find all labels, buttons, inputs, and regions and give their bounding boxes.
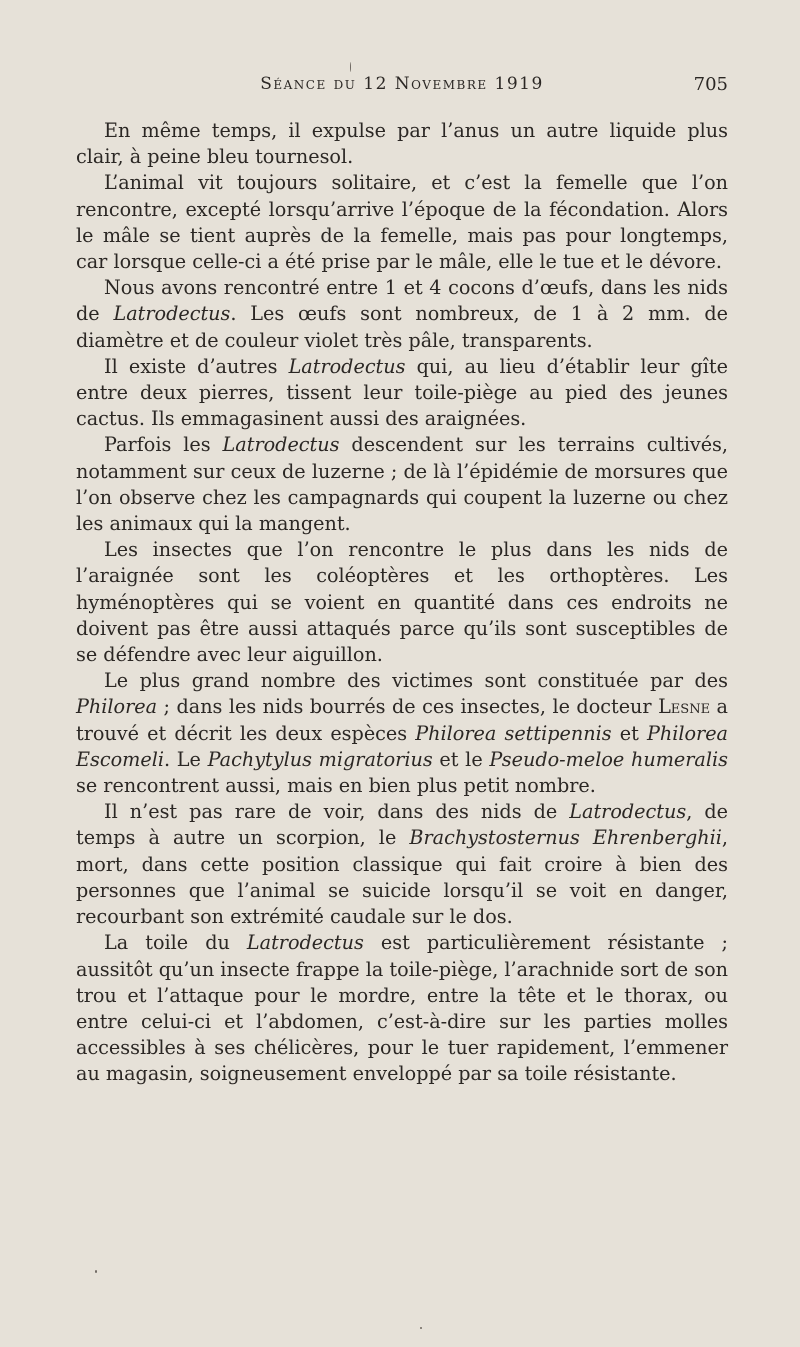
paragraph [76,799,728,930]
text-run: est particulièrement résistante ; aussitôt qu’un insecte frappe la toile-piège, l’arachnide sort de son trou et l’attaque pour le mordre, entre la tête et le thorax, ou entre celui-ci et l’abdomen, c’est-à-dire sur les parties molles accessibles à ses chélicères, pour le tuer rapidement, l’emmener au magasin, soigneusement enveloppé par sa toile résistante. [76,931,728,1086]
italic-term: Latrodectus [569,800,687,824]
text-run: L’animal vit toujours solitaire, et c’est la femelle que l’on rencontre, excepté lorsqu’arrive l’époque de la fécondation. Alors le mâle se tient auprès de la femelle, mais pas pour longtemps, car lorsque celle-ci a été prise par le mâle, elle le tue et le dévore. [76,171,728,274]
paragraph [76,930,728,1087]
text-run: descendent sur les terrains cultivés, notamment sur ceux de luzerne ; de là l’épidémie de morsures que l’on observe chez les campagnards qui coupent la luzerne ou chez les animaux qui la mangent. [76,433,728,536]
header-title: Séance du 12 Novembre 1919 [260,74,544,94]
italic-term: Pseudo-meloe humeralis [489,747,728,771]
paragraph [76,118,728,170]
italic-term: Philorea settipennis [415,721,612,745]
paragraph [76,170,728,275]
text-run: , de temps à autre un scorpion, le [76,800,728,850]
text-run: La toile du [104,931,247,955]
paper-speck [420,1327,422,1329]
text-run: En même temps, il expulse par l’anus un autre liquide plus clair, à peine bleu tournesol. [76,119,728,169]
text-run: Il n’est pas rare de voir, dans des nids de [104,800,570,824]
text-run: Le plus grand nombre des victimes sont constituée par des [104,669,728,693]
italic-term: Pachytylus migratorius [207,747,433,771]
text-run: a trouvé et décrit les deux espèces [76,695,728,745]
page-number: 705 [693,74,728,95]
text-run: . Les œufs sont nombreux, de 1 à 2 mm. de diamètre et de couleur violet très pâle, transparents. [76,302,728,352]
italic-term: Latrodectus [288,354,406,378]
italic-term: Philorea [76,695,158,719]
italic-term: Latrodectus [113,302,231,326]
italic-term: Brachystosternus Ehrenberghii [409,826,722,850]
text-run: qui, au lieu d’établir leur gîte entre deux pierres, tissent leur toile-piège au pied des jeunes cactus. Ils emmagasinent aussi des araignées. [76,354,728,431]
text-run: et le [432,747,490,771]
paragraph [76,537,728,668]
italic-term: Philorea Escomeli [76,721,728,771]
body-text [76,118,728,1088]
text-run: Nous avons rencontré entre 1 et 4 cocons d’œufs, dans les nids de [76,276,728,326]
text-run: se rencontrent aussi, mais en bien plus petit nombre. [76,774,596,798]
italic-term: Latrodectus [246,931,364,955]
text-run: Il existe d’autres [104,354,289,378]
paragraph [76,432,728,537]
text-run: et [611,721,647,745]
paragraph [76,275,728,354]
author-name: Lesne [658,695,711,719]
text-run: Les insectes que l’on rencontre le plus dans les nids de l’araignée sont les coléoptères et les orthoptères. Les hyménoptères qui se voient en quantité dans ces endroits ne doivent pas être aussi attaqués parce qu’ils sont susceptibles de se défendre avec leur aiguillon. [76,538,728,667]
text-run: . Le [163,747,208,771]
text-run: Parfois les [104,433,223,457]
text-run: ; dans les nids bourrés de ces insectes, le docteur [157,695,659,719]
running-header [76,74,728,106]
paragraph [76,668,728,799]
paper-speck [95,1270,97,1273]
paper-speck [350,62,351,72]
text-run: , mort, dans cette position classique qui fait croire à bien des personnes que l’animal se suicide lorsqu’il se voit en danger, recourbant son extrémité caudale sur le dos. [76,826,728,929]
paragraph [76,354,728,433]
italic-term: Latrodectus [222,433,340,457]
